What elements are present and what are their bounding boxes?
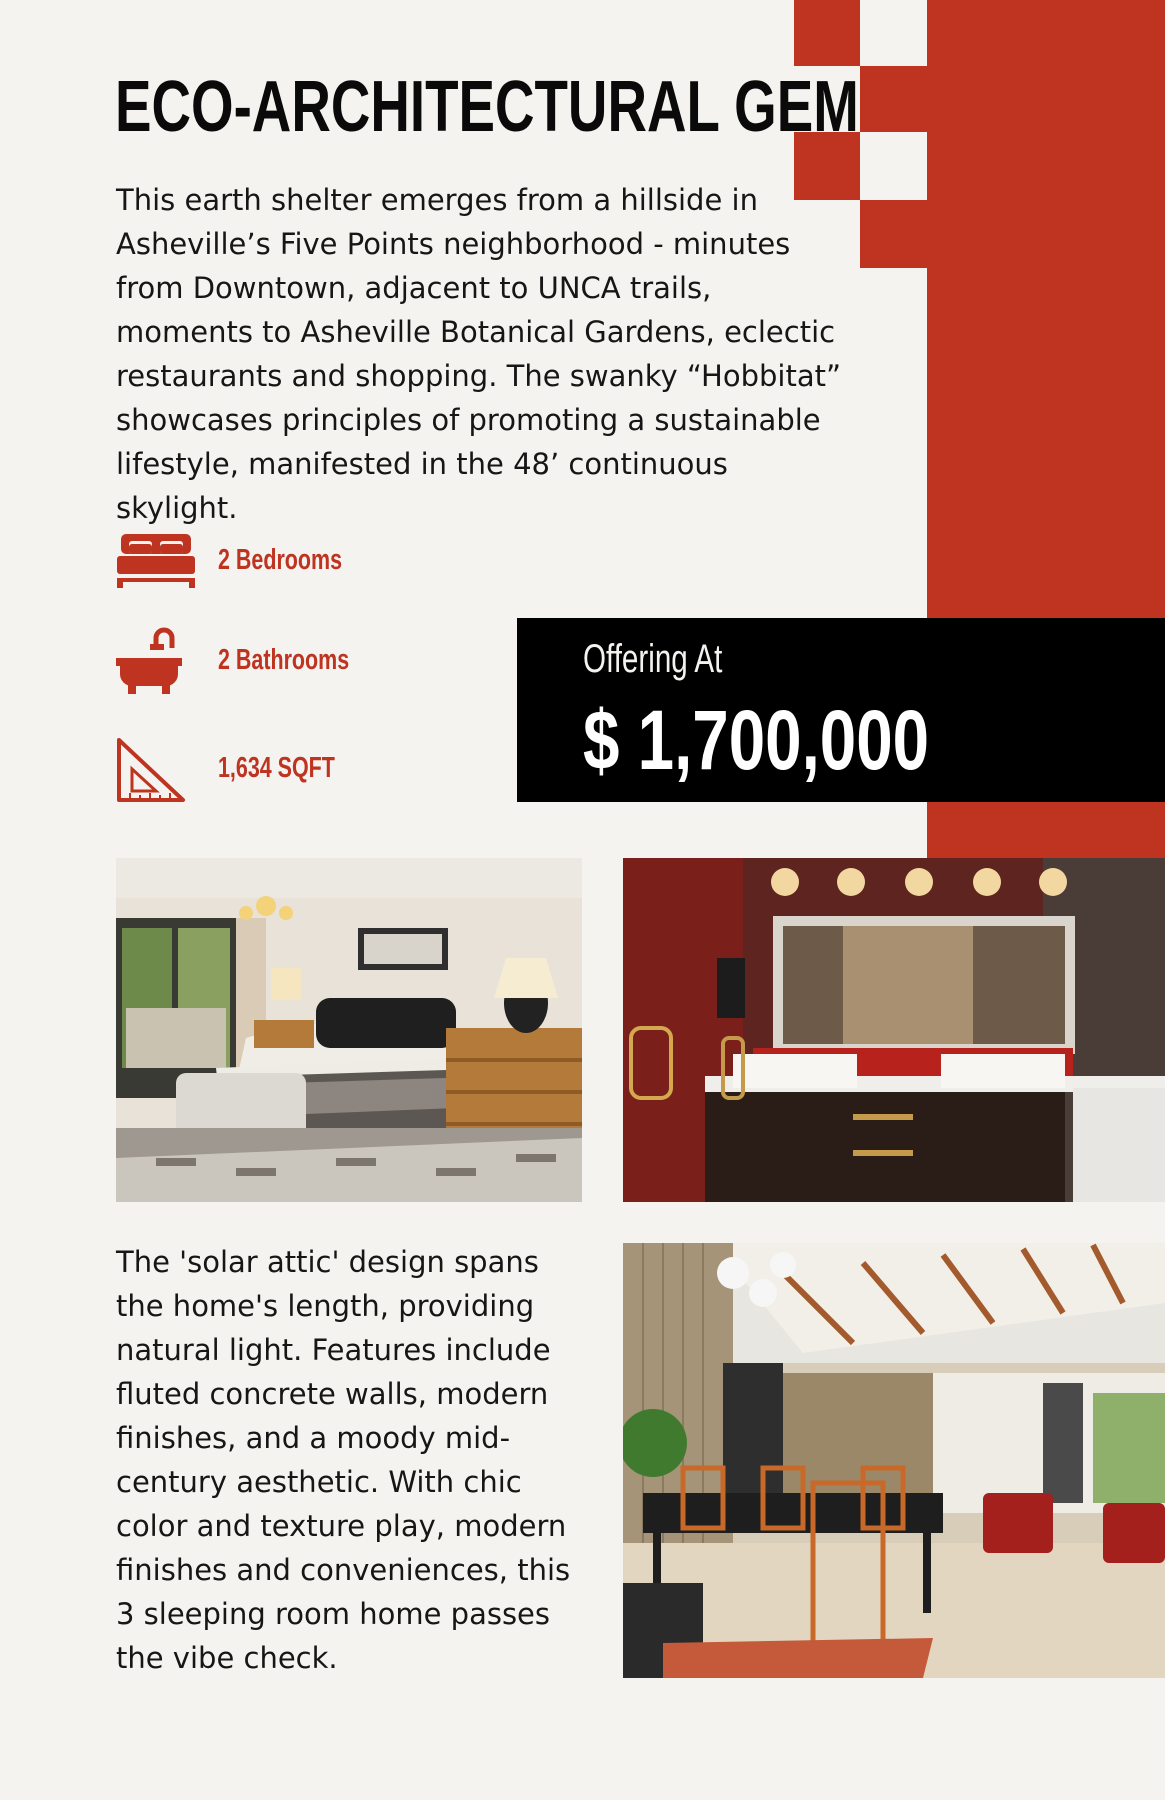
accent-square [860, 200, 927, 268]
set-square-icon [116, 737, 186, 803]
price-value: $ 1,700,000 [583, 693, 930, 787]
bedrooms-label: 2 Bedrooms [218, 544, 343, 576]
bathrooms-label: 2 Bathrooms [218, 644, 350, 676]
intro-paragraph: This earth shelter emerges from a hillside in Asheville’s Five Points neighborhood - minutes from Downtown, adjacent to UNCA trails, moments to Asheville Botanical Gardens, eclectic restaurants and shopping. The swanky “Hobbitat” showcases principles of promoting a sustainable lifestyle, manifested in the 48’ continuous skylight. [116, 183, 841, 525]
sqft-label: 1,634 SQFT [218, 752, 335, 784]
design-paragraph: The 'solar attic' design spans the home's length, providing natural light. Features include fluted concrete walls, modern finishes, and a moody mid-century aesthetic. With chic color and texture play, modern finishes and conveniences, this 3 sleeping room home passes the vibe check. [116, 1245, 571, 1675]
bedroom-photo [116, 858, 582, 1202]
accent-square [794, 0, 860, 66]
bathroom-photo [623, 858, 1165, 1202]
offer-label: Offering At [583, 637, 723, 681]
bathtub-icon [116, 626, 182, 694]
dining-room-photo [623, 1243, 1165, 1678]
bed-icon [116, 532, 196, 588]
page-title: ECO-ARCHITECTURAL GEM [115, 67, 859, 147]
accent-square [860, 66, 927, 132]
